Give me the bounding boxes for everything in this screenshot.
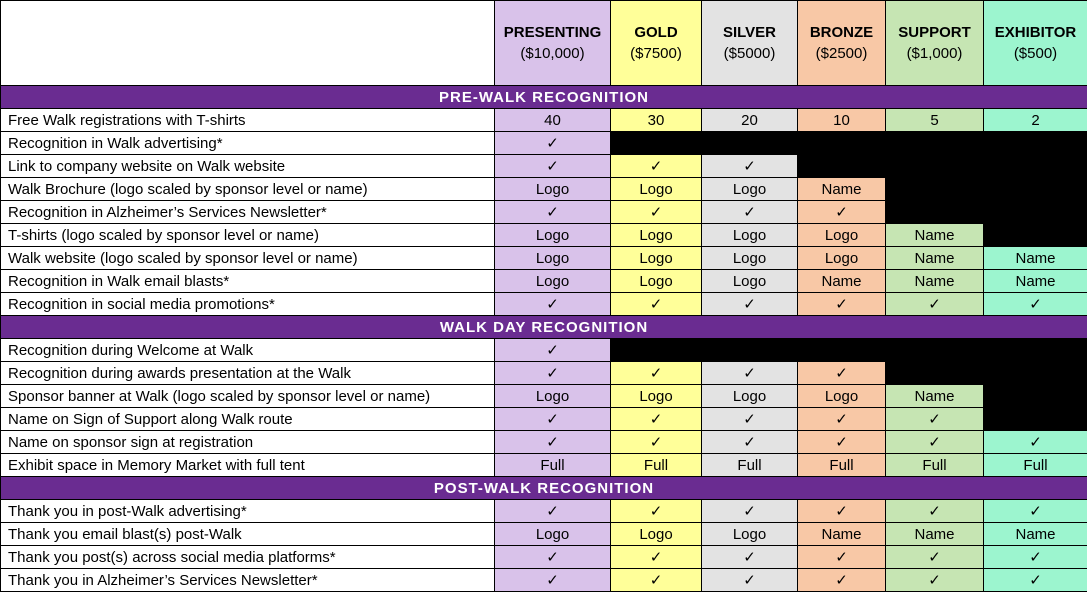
benefit-value-silver: Logo [702,178,798,201]
benefit-value-bronze: Name [798,270,886,293]
benefit-unavailable-cell [984,408,1087,431]
benefit-value-bronze: Logo [798,224,886,247]
benefit-unavailable-cell [886,339,984,362]
checkmark-icon: ✓ [611,408,702,431]
benefit-row [1,431,1087,454]
benefit-value-support: Name [886,270,984,293]
benefit-value-silver: 20 [702,109,798,132]
tier-name: EXHIBITOR [994,24,1077,41]
tier-price: ($5000) [723,45,776,62]
checkmark-icon: ✓ [611,500,702,523]
benefit-value-gold: Logo [611,270,702,293]
checkmark-icon: ✓ [984,431,1087,454]
benefit-label: Thank you in post-Walk advertising* [1,500,495,523]
benefit-value-silver: Full [702,454,798,477]
benefit-label: Recognition during awards presentation at the Walk [1,362,495,385]
benefit-value-bronze: Logo [798,385,886,408]
benefit-value-presenting: Logo [495,224,611,247]
benefit-value-presenting: Logo [495,385,611,408]
checkmark-icon: ✓ [886,546,984,569]
checkmark-icon: ✓ [798,201,886,224]
tier-price: ($7500) [630,45,682,62]
checkmark-icon: ✓ [702,431,798,454]
benefit-value-presenting: 40 [495,109,611,132]
tier-price: ($2500) [815,45,868,62]
section-header-row [1,316,1087,339]
checkmark-icon: ✓ [702,546,798,569]
benefit-unavailable-cell [886,132,984,155]
benefit-value-silver: Logo [702,270,798,293]
checkmark-icon: ✓ [798,569,886,592]
benefit-row [1,109,1087,132]
benefit-label: Recognition in Walk email blasts* [1,270,495,293]
checkmark-icon: ✓ [886,500,984,523]
benefit-value-bronze: Logo [798,247,886,270]
checkmark-icon: ✓ [702,569,798,592]
benefit-row [1,132,1087,155]
benefit-value-support: Name [886,224,984,247]
benefit-value-gold: 30 [611,109,702,132]
benefit-label: Recognition in social media promotions* [1,293,495,316]
benefit-value-bronze: Full [798,454,886,477]
tier-name: SUPPORT [898,24,971,41]
checkmark-icon: ✓ [495,546,611,569]
checkmark-icon: ✓ [798,293,886,316]
checkmark-icon: ✓ [611,569,702,592]
checkmark-icon: ✓ [702,500,798,523]
header-corner-cell [1,1,495,86]
benefit-unavailable-cell [702,339,798,362]
checkmark-icon: ✓ [611,293,702,316]
checkmark-icon: ✓ [886,569,984,592]
benefit-unavailable-cell [984,178,1087,201]
benefit-value-presenting: Logo [495,178,611,201]
tier-silver [702,1,798,86]
benefit-value-presenting: Logo [495,523,611,546]
benefit-label: Walk website (logo scaled by sponsor level or name) [1,247,495,270]
benefit-row [1,201,1087,224]
benefit-row [1,408,1087,431]
checkmark-icon: ✓ [886,408,984,431]
section-header-row [1,477,1087,500]
benefit-value-silver: Logo [702,224,798,247]
benefit-unavailable-cell [984,385,1087,408]
benefit-value-support: 5 [886,109,984,132]
checkmark-icon: ✓ [495,408,611,431]
tier-name: BRONZE [809,24,874,41]
benefit-unavailable-cell [798,339,886,362]
section-title: WALK DAY RECOGNITION [1,316,1087,339]
benefit-label: Walk Brochure (logo scaled by sponsor level or name) [1,178,495,201]
benefit-unavailable-cell [984,201,1087,224]
section-title: POST-WALK RECOGNITION [1,477,1087,500]
benefit-unavailable-cell [611,132,702,155]
tier-gold [611,1,702,86]
benefit-value-gold: Logo [611,247,702,270]
checkmark-icon: ✓ [495,293,611,316]
checkmark-icon: ✓ [798,431,886,454]
benefit-value-presenting: Full [495,454,611,477]
benefit-row [1,454,1087,477]
benefit-label: Recognition during Welcome at Walk [1,339,495,362]
benefit-label: Recognition in Walk advertising* [1,132,495,155]
benefit-value-gold: Logo [611,178,702,201]
benefit-value-exhibitor: Name [984,270,1087,293]
benefit-unavailable-cell [886,362,984,385]
checkmark-icon: ✓ [984,500,1087,523]
checkmark-icon: ✓ [798,362,886,385]
benefit-value-gold: Logo [611,523,702,546]
benefit-value-support: Name [886,247,984,270]
checkmark-icon: ✓ [495,201,611,224]
benefit-value-presenting: Logo [495,247,611,270]
tier-price: ($10,000) [520,45,585,62]
benefit-label: Thank you email blast(s) post-Walk [1,523,495,546]
tier-exhibitor [984,1,1087,86]
tier-name: GOLD [634,24,678,41]
benefit-value-silver: Logo [702,385,798,408]
checkmark-icon: ✓ [495,500,611,523]
checkmark-icon: ✓ [984,569,1087,592]
checkmark-icon: ✓ [611,201,702,224]
benefit-unavailable-cell [886,178,984,201]
benefit-value-support: Name [886,385,984,408]
checkmark-icon: ✓ [702,293,798,316]
benefit-row [1,270,1087,293]
benefit-row [1,500,1087,523]
benefit-value-presenting: Logo [495,270,611,293]
tier-presenting [495,1,611,86]
benefit-unavailable-cell [702,132,798,155]
benefit-value-exhibitor: Full [984,454,1087,477]
benefit-row [1,339,1087,362]
benefit-row [1,224,1087,247]
benefit-value-gold: Logo [611,385,702,408]
benefit-row [1,178,1087,201]
checkmark-icon: ✓ [495,569,611,592]
section-header-row [1,86,1087,109]
tier-bronze [798,1,886,86]
checkmark-icon: ✓ [611,155,702,178]
tier-price: ($500) [1013,45,1058,62]
checkmark-icon: ✓ [798,500,886,523]
checkmark-icon: ✓ [495,431,611,454]
benefit-unavailable-cell [611,339,702,362]
benefit-label: Thank you post(s) across social media platforms* [1,546,495,569]
benefit-value-exhibitor: 2 [984,109,1087,132]
benefit-value-bronze: Name [798,178,886,201]
benefit-value-bronze: Name [798,523,886,546]
benefit-label: T-shirts (logo scaled by sponsor level or name) [1,224,495,247]
tier-support [886,1,984,86]
benefit-value-exhibitor: Name [984,523,1087,546]
benefit-unavailable-cell [984,132,1087,155]
benefit-label: Name on sponsor sign at registration [1,431,495,454]
tier-header-row [1,1,1087,86]
checkmark-icon: ✓ [886,293,984,316]
benefit-row [1,155,1087,178]
checkmark-icon: ✓ [611,431,702,454]
benefit-label: Recognition in Alzheimer’s Services Newsletter* [1,201,495,224]
benefit-value-bronze: 10 [798,109,886,132]
benefit-value-silver: Logo [702,247,798,270]
checkmark-icon: ✓ [611,546,702,569]
checkmark-icon: ✓ [495,362,611,385]
checkmark-icon: ✓ [702,362,798,385]
tier-name: SILVER [722,24,777,41]
benefit-unavailable-cell [886,201,984,224]
checkmark-icon: ✓ [886,431,984,454]
checkmark-icon: ✓ [798,546,886,569]
checkmark-icon: ✓ [702,155,798,178]
benefit-value-gold: Logo [611,224,702,247]
benefit-unavailable-cell [798,155,886,178]
benefit-label: Name on Sign of Support along Walk route [1,408,495,431]
checkmark-icon: ✓ [702,408,798,431]
benefit-label: Thank you in Alzheimer’s Services Newsletter* [1,569,495,592]
benefit-label: Exhibit space in Memory Market with full tent [1,454,495,477]
benefit-unavailable-cell [984,155,1087,178]
benefit-unavailable-cell [984,362,1087,385]
benefit-row [1,293,1087,316]
tier-name: PRESENTING [503,24,602,41]
benefit-row [1,569,1087,592]
benefit-label: Sponsor banner at Walk (logo scaled by sponsor level or name) [1,385,495,408]
benefit-label: Free Walk registrations with T-shirts [1,109,495,132]
checkmark-icon: ✓ [495,155,611,178]
benefit-row [1,523,1087,546]
benefit-row [1,385,1087,408]
benefit-row [1,247,1087,270]
benefit-value-support: Name [886,523,984,546]
section-title: PRE-WALK RECOGNITION [1,86,1087,109]
benefit-value-exhibitor: Name [984,247,1087,270]
checkmark-icon: ✓ [611,362,702,385]
benefit-row [1,362,1087,385]
benefit-unavailable-cell [984,339,1087,362]
benefit-row [1,546,1087,569]
tier-price: ($1,000) [906,45,963,62]
benefit-value-gold: Full [611,454,702,477]
checkmark-icon: ✓ [984,546,1087,569]
checkmark-icon: ✓ [702,201,798,224]
checkmark-icon: ✓ [495,132,611,155]
checkmark-icon: ✓ [798,408,886,431]
benefit-label: Link to company website on Walk website [1,155,495,178]
benefit-value-silver: Logo [702,523,798,546]
benefit-unavailable-cell [886,155,984,178]
benefit-unavailable-cell [798,132,886,155]
checkmark-icon: ✓ [984,293,1087,316]
benefit-unavailable-cell [984,224,1087,247]
checkmark-icon: ✓ [495,339,611,362]
benefit-value-support: Full [886,454,984,477]
